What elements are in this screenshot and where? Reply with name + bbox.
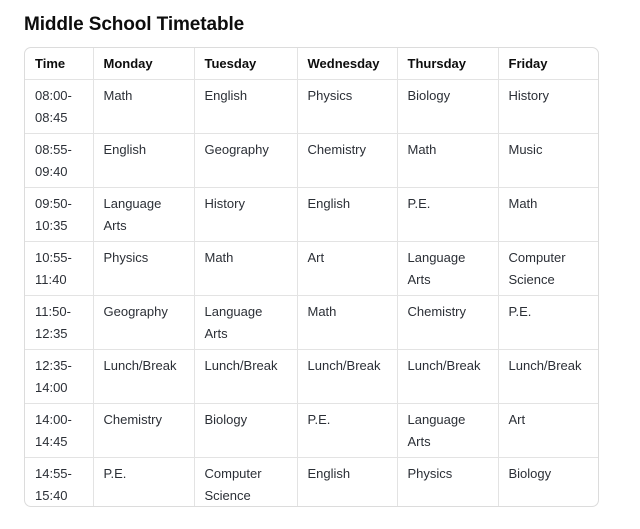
table-cell: Music xyxy=(498,133,598,187)
column-header-monday: Monday xyxy=(93,48,194,79)
table-cell: Lunch/Break xyxy=(194,349,297,403)
table-cell: English xyxy=(93,133,194,187)
table-cell: Chemistry xyxy=(93,403,194,457)
time-cell: 11:50-12:35 xyxy=(25,295,93,349)
time-cell: 14:00-14:45 xyxy=(25,403,93,457)
table-cell: Language Arts xyxy=(93,187,194,241)
time-cell: 08:00-08:45 xyxy=(25,79,93,133)
time-cell: 09:50-10:35 xyxy=(25,187,93,241)
table-cell: Geography xyxy=(194,133,297,187)
table-cell: Art xyxy=(498,403,598,457)
table-row xyxy=(25,349,598,403)
time-cell: 12:35-14:00 xyxy=(25,349,93,403)
table-cell: Physics xyxy=(297,79,397,133)
table-cell: Lunch/Break xyxy=(297,349,397,403)
table-cell: English xyxy=(297,457,397,507)
table-cell: Art xyxy=(297,241,397,295)
table-cell: P.E. xyxy=(397,187,498,241)
table-cell: Chemistry xyxy=(397,295,498,349)
column-header-friday: Friday xyxy=(498,48,598,79)
table-cell: Geography xyxy=(93,295,194,349)
table-row xyxy=(25,403,598,457)
table-row xyxy=(25,187,598,241)
table-row xyxy=(25,133,598,187)
table-cell: Lunch/Break xyxy=(397,349,498,403)
table-cell: Math xyxy=(194,241,297,295)
table-cell: Math xyxy=(397,133,498,187)
table-cell: Math xyxy=(498,187,598,241)
table-body xyxy=(25,79,598,507)
time-cell: 14:55-15:40 xyxy=(25,457,93,507)
table-cell: Computer Science xyxy=(498,241,598,295)
time-cell: 08:55-09:40 xyxy=(25,133,93,187)
table-cell: Math xyxy=(93,79,194,133)
table-row xyxy=(25,241,598,295)
table-row xyxy=(25,295,598,349)
table-cell: History xyxy=(194,187,297,241)
table-cell: Language Arts xyxy=(194,295,297,349)
table-cell: P.E. xyxy=(498,295,598,349)
column-header-tuesday: Tuesday xyxy=(194,48,297,79)
table-cell: P.E. xyxy=(93,457,194,507)
time-cell: 10:55-11:40 xyxy=(25,241,93,295)
table-cell: Computer Science xyxy=(194,457,297,507)
table-cell: Language Arts xyxy=(397,403,498,457)
table-cell: Biology xyxy=(194,403,297,457)
table-cell: History xyxy=(498,79,598,133)
table-cell: Physics xyxy=(93,241,194,295)
table-cell: Biology xyxy=(508,465,552,481)
timetable xyxy=(25,48,598,507)
table-cell: Lunch/Break xyxy=(93,349,194,403)
table-cell: Language Arts xyxy=(397,241,498,295)
table-row xyxy=(25,457,598,507)
table-row xyxy=(25,79,598,133)
table-cell: Math xyxy=(297,295,397,349)
table-cell: Biology xyxy=(397,79,498,133)
header-row xyxy=(25,48,598,79)
table-cell: English xyxy=(297,187,397,241)
table-header xyxy=(25,48,598,79)
page-title: Middle School Timetable xyxy=(24,14,245,35)
column-header-wednesday: Wednesday xyxy=(297,48,397,79)
column-header-time: Time xyxy=(25,48,93,79)
table-cell: Physics xyxy=(397,457,498,507)
timetable-container xyxy=(24,47,599,507)
column-header-thursday: Thursday xyxy=(397,48,498,79)
table-cell: P.E. xyxy=(297,403,397,457)
table-cell: English xyxy=(194,79,297,133)
table-cell: Lunch/Break xyxy=(498,349,598,403)
table-cell: Chemistry xyxy=(297,133,397,187)
